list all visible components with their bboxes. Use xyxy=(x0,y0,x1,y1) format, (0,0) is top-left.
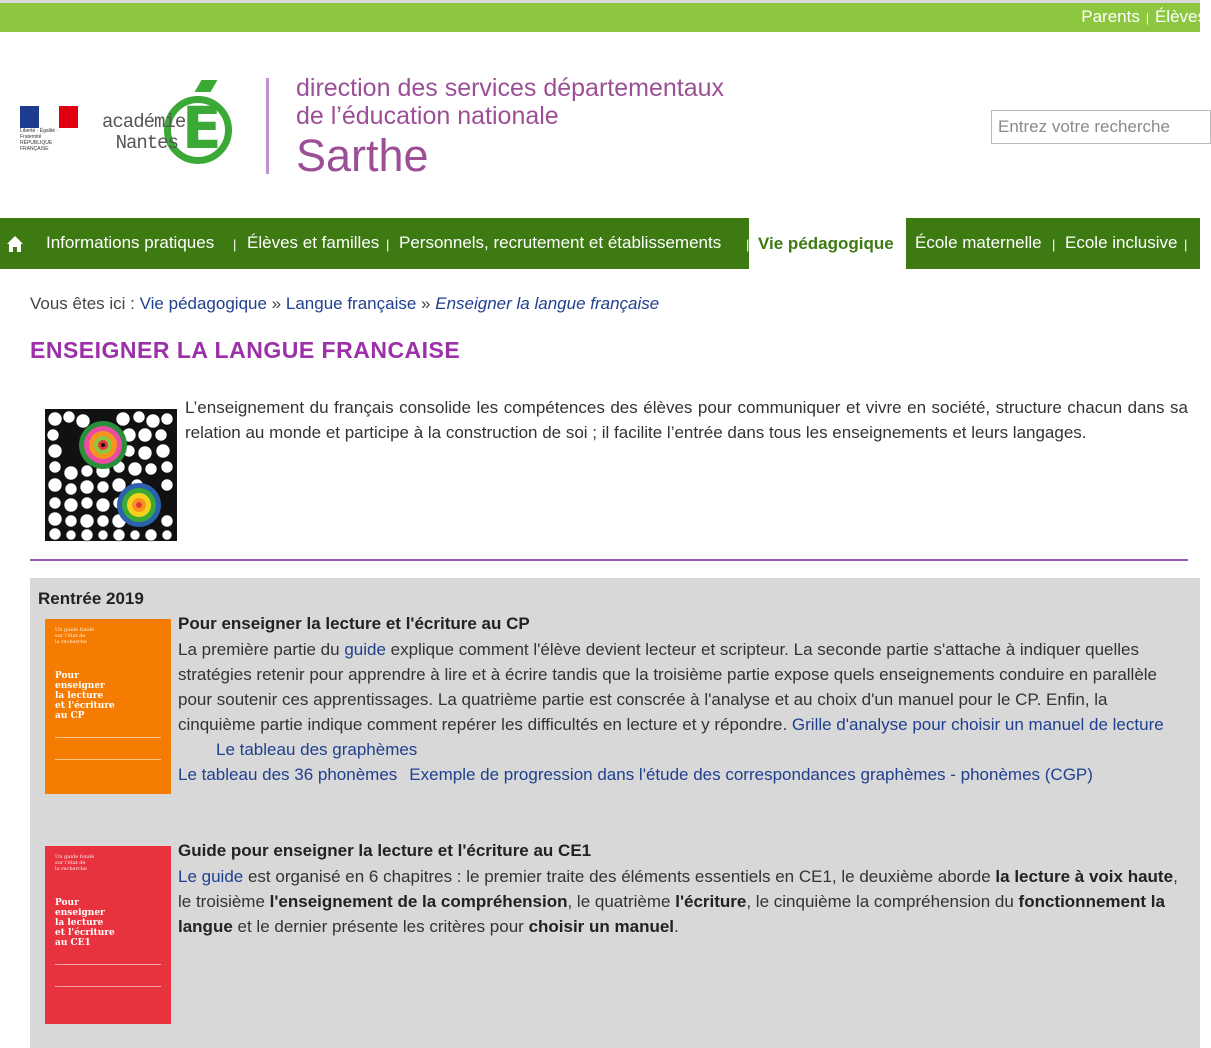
breadcrumb xyxy=(30,294,659,314)
cover-line xyxy=(55,737,161,738)
body-text: et le dernier présente les critères pour xyxy=(232,917,529,936)
cover-title: Pour enseigner la lecture et l'écriture au CP xyxy=(55,671,115,721)
emphasis-text: l'enseignement de la compréhension xyxy=(269,892,568,911)
breadcrumb-separator: » xyxy=(271,294,282,313)
home-icon[interactable] xyxy=(6,235,24,253)
nav-ecole-maternelle[interactable]: École maternelle xyxy=(915,233,1042,252)
nav-separator: | xyxy=(1052,237,1056,252)
cover-line xyxy=(55,964,161,965)
link-grille-analyse[interactable]: Grille d'analyse pour choisir un manuel de lecture xyxy=(791,715,1164,734)
logo-e-letter: E xyxy=(182,94,222,162)
divider xyxy=(30,559,1188,561)
nav-vie-pedagogique[interactable]: Vie pédagogique xyxy=(749,218,906,269)
dsden-line-2: de l’éducation nationale xyxy=(296,102,559,130)
breadcrumb-vie-pedagogique[interactable]: Vie pédagogique xyxy=(139,294,267,313)
breadcrumb-langue-francaise[interactable]: Langue française xyxy=(285,294,417,313)
link-exemple-progression[interactable]: Exemple de progression dans l'étude des correspondances graphèmes - phonèmes (CGP) xyxy=(409,765,1093,784)
body-text: . xyxy=(674,917,679,936)
cover-small-text: Un guide fondé sur l'état de la recherche xyxy=(55,627,95,645)
cover-line xyxy=(55,759,161,760)
academie-name: académie Nantes xyxy=(102,111,186,154)
page-title: ENSEIGNER LA LANGUE FRANCAISE xyxy=(30,337,461,363)
emphasis-text: fonctionnement la langue xyxy=(178,892,1165,936)
body-text: , le cinquième la compréhension du xyxy=(746,892,1019,911)
cover-line xyxy=(55,986,161,987)
republique-francaise-logo[interactable]: Liberté · Égalité · Fraternité RÉPUBLIQUE FRANÇAISE xyxy=(20,106,80,142)
dsden-sarthe: Sarthe xyxy=(296,130,429,181)
top-link-parents[interactable]: Parents xyxy=(1081,7,1140,26)
emphasis-text: choisir un manuel xyxy=(528,917,675,936)
le-guide-link[interactable]: Le guide xyxy=(178,867,244,886)
nav-informations-pratiques[interactable]: Informations pratiques xyxy=(46,233,215,252)
nav-separator: | xyxy=(233,237,237,252)
item-title-cp: Pour enseigner la lecture et l'écriture au CP xyxy=(178,614,530,633)
dsden-line-1: direction des services départementaux xyxy=(296,74,725,102)
nav-separator: | xyxy=(386,237,390,252)
intro-illustration xyxy=(45,409,177,541)
nav-eleves-familles[interactable]: Élèves et familles xyxy=(247,233,380,252)
breadcrumb-prefix: Vous êtes ici : xyxy=(30,294,135,313)
search-input[interactable]: Entrez votre recherche xyxy=(991,110,1211,144)
header-divider xyxy=(266,78,269,174)
guide-ce1-cover[interactable] xyxy=(45,846,171,1024)
emphasis-text: l'écriture xyxy=(675,892,747,911)
top-bar xyxy=(0,0,1206,32)
link-tableau-graphemes[interactable]: Le tableau des graphèmes xyxy=(216,740,418,759)
section-title: Rentrée 2019 xyxy=(38,589,144,608)
nav-separator: | xyxy=(746,237,750,252)
nav-ecole-inclusive[interactable]: Ecole inclusive xyxy=(1065,233,1178,252)
item-body-cp: La première partie du guide explique comment l'élève devient lecteur et scripteur. La seconde partie s'attache à indiquer quelles stratégies retenir pour apprendre à lire et à écrire tandis que la troisième partie expose quels enseignements conduire en parallèle pour soutenir ces apprentissages. La quatrième partie est conscrée à l'analyse et au choix d'un manuel pour le CP. Enfin, la cinquième partie indique comment repérer les difficultés en lecture et y répondre. Grille d'analyse pour choisir un manuel de lectureLe tableau des graphèmes Le tableau des 36 phonèmes Exemple de progression dans l'étude des correspondances graphèmes - phonèmes (CGP) xyxy=(178,640,1164,784)
emphasis-text: la lecture à voix haute xyxy=(995,867,1174,886)
body-text: , le quatrième xyxy=(567,892,676,911)
academie-nantes-logo[interactable] xyxy=(102,76,272,186)
guide-cp-cover[interactable] xyxy=(45,619,171,794)
top-link-eleves[interactable]: Élèves xyxy=(1154,7,1206,26)
body-text: est organisé en 6 chapitres : le premier traite des éléments essentiels en CE1, le deuxième aborde xyxy=(243,867,996,886)
link-tableau-phonemes[interactable]: Le tableau des 36 phonèmes xyxy=(178,765,398,784)
nav-personnels[interactable]: Personnels, recrutement et établissements xyxy=(399,233,722,252)
separator: | xyxy=(1145,11,1149,25)
cover-title: Pour enseigner la lecture et l'écriture au CE1 xyxy=(55,898,115,948)
item-title-ce1: Guide pour enseigner la lecture et l'écriture au CE1 xyxy=(178,841,592,860)
logo-accent xyxy=(195,80,218,92)
top-links xyxy=(1081,7,1206,27)
nav-separator: | xyxy=(1184,237,1188,252)
body-text: , le troisième xyxy=(178,867,1178,911)
breadcrumb-separator: » xyxy=(421,294,431,313)
main-nav xyxy=(0,218,1200,269)
guide-link[interactable]: guide xyxy=(344,640,386,659)
item-body-ce1 xyxy=(178,864,1178,939)
breadcrumb-current: Enseigner la langue française xyxy=(435,294,660,313)
cover-small-text: Un guide fondé sur l'état de la recherche xyxy=(55,854,95,872)
intro-text: L’enseignement du français consolide les compétences des élèves pour communiquer et vivre en société, structure chacun dans sa relation au monde et participe à la construction de soi ; il facilite l’entrée dans tous les enseignements et leurs langages. xyxy=(185,398,1188,442)
